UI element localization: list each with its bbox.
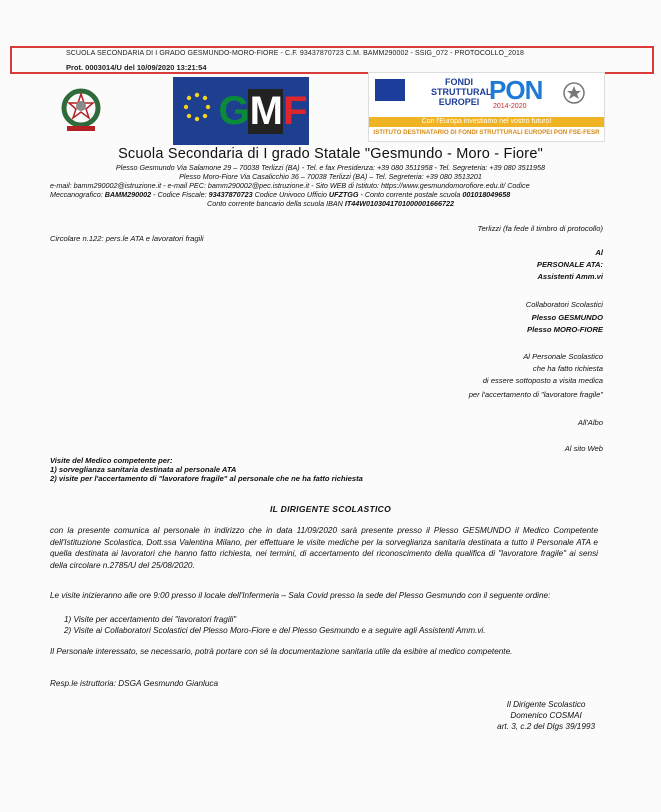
- recipient-line: PERSONALE ATA:: [536, 260, 603, 269]
- signature-role: Il Dirigente Scolastico: [506, 700, 586, 709]
- cc-label: - Conto corrente postale scuola: [358, 190, 463, 199]
- gmf-letter-g: G: [218, 88, 248, 133]
- subject-item: 2) visite per l'accertamento di "lavoratore fragile" al personale che ne ha fatto richiesta: [50, 474, 363, 483]
- recipient-line: Plesso GESMUNDO: [531, 313, 603, 322]
- recipient-line: All'Albo: [577, 418, 603, 427]
- school-name: Scuola Secondaria di I grado Statale "Gesmundo - Moro - Fiore": [118, 146, 543, 162]
- pon-years: 2014-2020: [493, 103, 527, 110]
- iban-label: Conto corrente bancario della scuola IBAN: [207, 199, 345, 208]
- contact-email-line: e-mail: bamm290002@istruzione.it - e-mail PEC: bamm290002@pec.istruzione.it - Sito WEB di Istituto: https://www.gesmundomorofiore.edu.it/ Codice: [50, 181, 530, 190]
- body-paragraph: Il Personale interessato, se necessario, potrà portare con sé la documentazione sanitaria utile da esibire al medico competente.: [50, 647, 513, 656]
- uff-label: Codice Univoco Ufficio: [252, 190, 329, 199]
- eu-flag-icon: [375, 79, 405, 101]
- signature-block: [497, 699, 595, 732]
- dirigente-heading: IL DIRIGENTE SCOLASTICO: [269, 504, 392, 514]
- protocol-number: Prot. 0003014/U del 10/09/2020 13:21:54: [66, 63, 207, 72]
- iban-line: [0, 199, 661, 208]
- address-moro-fiore: Plesso Moro-Fiore Via Casalicchio 36 – 70038 Terlizzi (BA) – Tel. Segreteria: +39 080 3513201: [179, 172, 482, 181]
- subject-item: 1) sorveglianza sanitaria destinata al personale ATA: [50, 465, 237, 474]
- letter-place: Terlizzi (fa fede il timbro di protocollo): [477, 224, 603, 233]
- pon-destinatario: ISTITUTO DESTINATARIO DI FONDI STRUTTURALI EUROPEI PON FSE-FESR: [373, 129, 600, 136]
- recipient-line: Al sito Web: [564, 444, 603, 453]
- mecc-code: BAMM290002: [104, 190, 152, 199]
- ministry-emblem-icon: [547, 79, 601, 113]
- eu-stars-icon: [177, 83, 217, 139]
- address-gesmundo: Plesso Gesmundo Via Salamone 29 – 70038 Terlizzi (BA) - Tel. e fax Presidenza: +39 080 3511958 - Tel. Segreteria: +39 080 3511958: [115, 163, 546, 172]
- recipient-line: di essere sottoposto a visita medica: [482, 376, 603, 385]
- italian-republic-emblem: [58, 84, 104, 136]
- signature-name: Domenico COSMAI: [510, 711, 582, 720]
- pon-fondi-label: FONDI STRUTTURALI EUROPEI: [431, 77, 494, 107]
- body-paragraph: con la presente comunica al personale in indirizzo che in data 11/09/2020 sarà presente presso il Plesso GESMUNDO il Medico Competente dell'Istituzione Scolastica, Dott.ssa Valentina Milano, per effettuare le visite mediche per la sorveglianza sanitaria destinata a tutto il Personale ATA e quella destinata ai lavoratori che hanno fatto richiesta, nei termini, di accertamento del riconoscimento della qualifica di "lavoratore fragile" ai sensi della circolare n.2785/U del 25/08/2020.: [50, 526, 598, 570]
- recipient-line: Assistenti Amm.vi: [537, 272, 603, 281]
- circolare-number: Circolare n.122: pers.le ATA e lavoratori fragili: [50, 234, 204, 243]
- pon-logo: PON: [489, 75, 543, 105]
- resp-istruttoria: Resp.le istruttoria: DSGA Gesmundo Gianluca: [50, 679, 219, 688]
- body-paragraph: Le visite inizieranno alle ore 9:00 presso il locale dell'Infermeria – Sala Covid presso la sede del Plesso Gesmundo con il seguente ordine:: [50, 591, 551, 600]
- signature-note: art. 3, c.2 del Dlgs 39/1993: [497, 722, 595, 731]
- cf-label: - Codice Fiscale:: [151, 190, 209, 199]
- mecc-label: Meccanografico:: [50, 190, 105, 199]
- iban-code: IT44W0103041701000001666722: [344, 199, 454, 208]
- gmf-letter-f: F: [283, 88, 306, 133]
- recipient-line: Al: [595, 248, 603, 257]
- pon-slogan-bar: Con l'Europa investiamo nel vostro futuro!: [369, 117, 604, 127]
- gmf-school-logo: [173, 77, 309, 145]
- codes-line: [50, 190, 640, 199]
- recipient-line: Plesso MORO-FIORE: [527, 325, 603, 334]
- protocol-stamp-header: SCUOLA SECONDARIA DI I GRADO GESMUNDO-MORO-FIORE - C.F. 93437870723 C.M. BAMM290002 - SSIG_072 - PROTOCOLLO_2018: [66, 50, 525, 57]
- recipient-line: per l'accertamento di "lavoratore fragile": [468, 390, 603, 399]
- cc-code: 001018049658: [462, 190, 511, 199]
- list-item: 2) Visite ai Collaboratori Scolastici del Plesso Moro-Fiore e del Plesso Gesmundo e a seguire agli Assistenti Amm.vi.: [64, 626, 486, 635]
- subject-title: Visite del Medico competente per:: [50, 456, 173, 465]
- list-item: 1) Visite per accertamento dei "lavoratori fragili": [64, 615, 237, 624]
- recipient-line: Collaboratori Scolastici: [525, 300, 603, 309]
- cf-code: 93437870723: [208, 190, 253, 199]
- recipient-line: che ha fatto richiesta: [532, 364, 603, 373]
- uff-code: UFZTGG: [328, 190, 359, 199]
- visit-order-list: [64, 614, 486, 636]
- pon-banner: [368, 72, 605, 142]
- recipient-line: Al Personale Scolastico: [523, 352, 603, 361]
- gmf-letter-m: M: [249, 88, 281, 133]
